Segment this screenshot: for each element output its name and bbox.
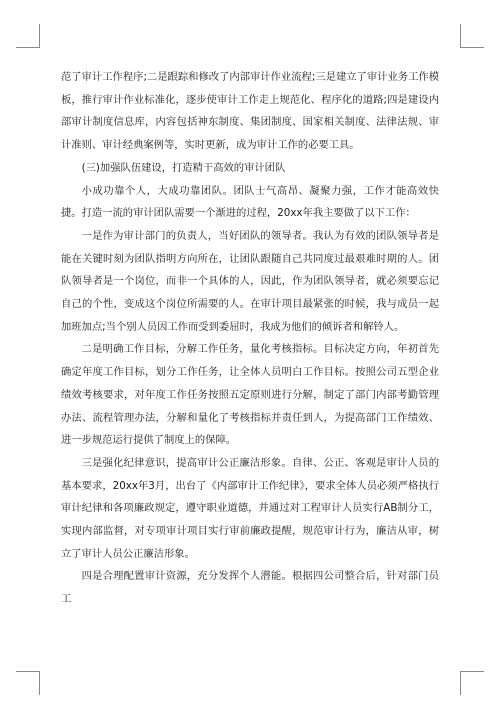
paragraph-item-3: 三是强化纪律意识，提高审计公正廉洁形象。自律、公正、客观是审计人员的基本要求，20xx年3月，出台了《内部审计工作纪律》，要求全体人员必须严格执行审计纪律和各项廉政规定，遵守职业道德，并通过对工程审计人员实行AB制分工，实现内部监督，对专项审计项目实行审前廉政提醒，规范审计行为，廉洁从审，树立了审计人员公正廉洁形象。 <box>61 456 439 560</box>
crop-mark-bottom-right <box>460 671 484 695</box>
paragraph-item-2: 二是明确工作目标，分解工作任务，量化考核指标。目标决定方向，年初首先确定年度工作目标，划分工作任务，让全体人员明白工作目标。按照公司五型企业绩效考核要求，对年度工作任务按照五定原则进行分解，制定了部门内部考勤管理办法、流程管理办法，分解和量化了考核指标并责任到人，为提高部门工作绩效、进一步规范运行提供了制度上的保障。 <box>61 343 439 447</box>
paragraph-intro: 小成功靠个人，大成功靠团队。团队士气高昂、凝聚力强，工作才能高效快捷。打造一流的审计团队需要一个渐进的过程，20xx年我主要做了以下工作： <box>61 184 439 220</box>
paragraph-item-1: 一是作为审计部门的负责人，当好团队的领导者。我认为有效的团队领导者是能在关键时刻为团队指明方向所在，让团队跟随自己共同度过最艰难时期的人。团队领导者是一个岗位，而非一个具体的人，因此，作为团队领导者，就必须要忘记自己的个性，变成这个岗位所需要的人。在审计项目最紧张的时候，我与成员一起加班加点;当个别人员因工作而受到委屈时，我成为他们的倾诉者和解铃人。 <box>61 229 439 333</box>
paragraph-item-4: 四是合理配置审计资源，充分发挥个人潜能。根据四公司整合后，针对部门员工 <box>61 570 439 606</box>
crop-mark-bottom-left <box>16 671 40 695</box>
document-body <box>61 66 439 611</box>
crop-mark-top-right <box>460 24 484 48</box>
crop-mark-top-left <box>16 24 40 48</box>
paragraph-continued: 范了审计工作程序;二是跟踪和修改了内部审计作业流程;三是建立了审计业务工作模板，推行审计作业标准化，逐步使审计工作走上规范化、程序化的道路;四是建设内部审计制度信息库，内容包括神东制度、集团制度、国家相关制度、法律法规、审计准则、审计经典案例等，实时更新，成为审计工作的必要工具。 <box>61 71 439 152</box>
section-heading: (三)加强队伍建设，打造精干高效的审计团队 <box>81 161 286 174</box>
